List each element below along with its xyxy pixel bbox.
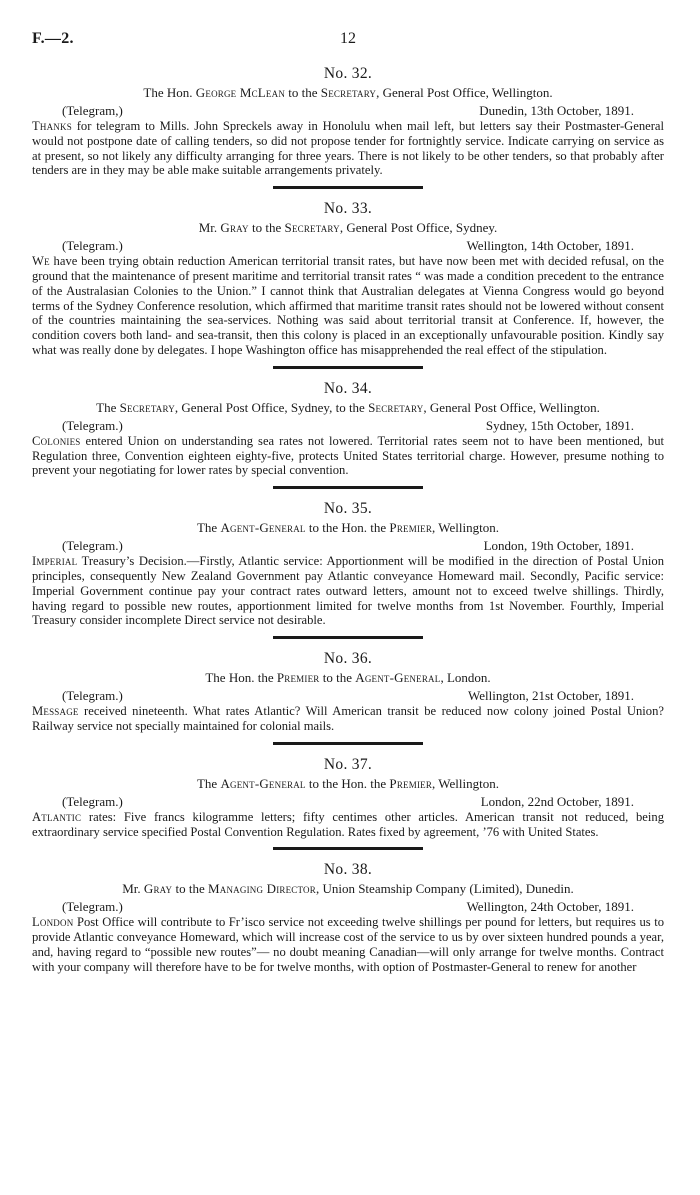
- section-divider: [273, 636, 423, 639]
- entry-number: No. 36.: [323, 650, 373, 668]
- heading-recipient: Secretary: [368, 399, 424, 415]
- place-date: Dunedin, 13th October, 1891.: [479, 103, 634, 118]
- telegram-entry: [32, 649, 664, 734]
- page-number: 12: [340, 30, 356, 47]
- message-type: (Telegram.): [62, 793, 123, 809]
- telegram-entry: [32, 64, 664, 178]
- message-type: (Telegram.): [62, 688, 123, 704]
- lead-word: Atlantic: [32, 809, 82, 824]
- entry-number: No. 32.: [323, 65, 373, 82]
- telegram-entry: [32, 499, 664, 628]
- heading-text: to the: [172, 881, 209, 897]
- entry-meta: [32, 794, 664, 810]
- section-divider: [273, 742, 423, 745]
- entry-meta: [32, 899, 664, 915]
- message-type: (Telegram.): [62, 417, 123, 433]
- telegram-entry: [32, 755, 664, 840]
- message-type: (Telegram.): [62, 538, 123, 554]
- body-text: rates: Five francs kilogramme letters; fifty centimes other articles. American transit not reduced, being extraordinary service specified Postal Convention Regulation. Rates fixed by agreement, ’76 with United States.: [32, 809, 664, 839]
- heading-text: , Wellington.: [432, 775, 500, 791]
- telegram-entry: [32, 860, 664, 974]
- body-text: Post Office will contribute to Fr’isco service not exceeding twelve shillings per pound for letters, but requires us to provide Atlantic conveyance Homeward, which will increase cost of the service to us by over sixteen hundred pounds a year, and, having regard to “possible new routes”— no doubt meaning Canadian—will only arrange for twelve months. Contract with your company will therefore have to be for twelve months, with option of Postmaster-General to renew for another: [32, 915, 664, 974]
- entry-meta: [32, 538, 664, 554]
- heading-text: The Hon. the: [205, 670, 277, 686]
- entry-meta: [32, 238, 664, 254]
- section-divider: [273, 366, 423, 369]
- entry-meta: [32, 688, 664, 704]
- section-divider: [273, 847, 423, 850]
- lead-word: Message: [32, 704, 79, 719]
- entry-heading: [32, 220, 664, 236]
- entry-heading: [32, 881, 664, 897]
- heading-text: to the: [248, 220, 285, 236]
- entry-heading: [32, 85, 664, 101]
- entry-number: No. 35.: [323, 500, 373, 518]
- entry-number: No. 37.: [323, 755, 373, 773]
- heading-text: , Wellington.: [432, 520, 500, 536]
- lead-word: Imperial: [32, 554, 78, 569]
- heading-sender: George McLean: [195, 85, 286, 100]
- entry-body: [32, 434, 664, 478]
- telegram-entry: [32, 199, 664, 358]
- heading-text: , General Post Office, Sydney, to the: [174, 399, 369, 415]
- body-text: Treasury’s Decision.—Firstly, Atlantic service: Apportionment will be modified in the direction of Postal Union principles, consequently New Zealand Government pay Atlantic conveyance Homeward mail. Secondly, Pacific service: Imperial Government continue pay your contract rates outward letters, amount not to exceed twelve shillings. Thirdly, having regard to possible new routes, apportionment limited for twelve months from 1st November. Fourthly, Imperial Treasury consider incomplete Direct service not desirable.: [32, 554, 664, 628]
- heading-recipient: Secretary: [284, 220, 340, 236]
- entry-heading: [32, 520, 664, 536]
- message-type: (Telegram.): [62, 238, 123, 254]
- body-text: entered Union on understanding sea rates not lowered. Territorial rates seem not to have been mentioned, but Regulation three, Convention eighteen eighty-five, protects United States territorial charge. However, presume nothing to prevent your negotiating for lower rates by special convention.: [32, 433, 664, 478]
- heading-text: The: [96, 399, 120, 415]
- section-divider: [273, 486, 423, 489]
- heading-text: The Hon.: [143, 85, 196, 100]
- lead-word: We: [32, 254, 50, 269]
- place-date: Sydney, 15th October, 1891.: [485, 417, 634, 433]
- heading-text: to the: [319, 670, 356, 686]
- heading-sender: Gray: [220, 220, 249, 236]
- heading-sender: Agent-General: [220, 775, 306, 791]
- body-text: for telegram to Mills. John Spreckels away in Honolulu when mail left, but letters say their Postmaster-General would not postpone date of calling tenders, so did not propose tender for fortnightly service. Indicate carrying on service as at present, so not likely any difficulty arranging for three years. There is not likely to be other tenders, so that probably after tenders are in they may be able make suitable arrangements privately.: [32, 119, 664, 178]
- heading-recipient: Premier: [389, 775, 433, 791]
- entry-body: [32, 254, 664, 358]
- heading-recipient: Premier: [389, 520, 433, 536]
- heading-text: , General Post Office, Wellington.: [376, 85, 553, 100]
- entry-meta: [32, 103, 664, 119]
- heading-text: to the: [285, 85, 321, 100]
- place-date: Wellington, 21st October, 1891.: [468, 688, 634, 704]
- page-header: [32, 30, 664, 54]
- place-date: London, 19th October, 1891.: [483, 538, 634, 554]
- body-text: have been trying obtain reduction American territorial transit rates, but have now been met with decided refusal, on the ground that the maintenance of present maritime and territorial transit rates “ was made a condition precedent to the entrance of the Australasian Colonies to the Union.” I cannot think that Australian delegates at Vienna Congress would go beyond terms of the Sydney Conference resolution, which affirmed that maritime transit rates should not be lowered without consent of the countries maintaining the sea-services. Nothing was said about territorial transit at Conference. If, however, the condition covers both land- and sea-transit, then this colony is placed in an exceptionally unfavourable position. Kindly say what was really done by delegates. I hope Washington office has misapprehended the real effect of the stipulation.: [32, 254, 664, 357]
- body-text: received nineteenth. What rates Atlantic? Will American transit be reduced now colony joined Postal Union? Railway service not specially maintained for colonial mails.: [32, 704, 664, 733]
- heading-text: Mr.: [122, 881, 144, 897]
- entry-body: [32, 915, 664, 974]
- message-type: (Telegram.): [62, 899, 123, 915]
- lead-word: London: [32, 915, 74, 930]
- entry-heading: [32, 776, 664, 792]
- place-date: Wellington, 24th October, 1891.: [466, 899, 634, 915]
- message-type: (Telegram,): [62, 103, 123, 118]
- entry-meta: [32, 418, 664, 434]
- heading-sender: Premier: [276, 670, 320, 686]
- entry-number: No. 33.: [323, 200, 373, 218]
- heading-sender: Agent-General: [220, 520, 306, 536]
- heading-text: to the Hon. the: [305, 775, 390, 791]
- heading-text: , General Post Office, Wellington.: [423, 399, 600, 415]
- heading-text: Mr.: [198, 220, 221, 236]
- heading-text: The: [196, 775, 221, 791]
- heading-recipient: Managing Director: [208, 881, 316, 897]
- entry-body: [32, 119, 664, 178]
- entry-number: No. 38.: [323, 861, 373, 879]
- section-divider: [273, 186, 423, 189]
- document-reference: F.—2.: [32, 30, 74, 47]
- heading-text: , London.: [440, 670, 491, 686]
- heading-sender: Secretary: [119, 399, 175, 415]
- entry-number: No. 34.: [323, 379, 373, 397]
- place-date: Wellington, 14th October, 1891.: [466, 238, 634, 254]
- entry-heading: [32, 400, 664, 416]
- entry-body: [32, 704, 664, 734]
- entry-body: [32, 554, 664, 628]
- heading-sender: Gray: [143, 881, 173, 897]
- heading-text: to the Hon. the: [305, 520, 390, 536]
- telegram-entry: [32, 379, 664, 478]
- document-page: [32, 30, 664, 975]
- lead-word: Thanks: [32, 119, 72, 133]
- heading-recipient: Secretary: [320, 85, 377, 100]
- lead-word: Colonies: [32, 433, 81, 448]
- heading-text: , General Post Office, Sydney.: [339, 220, 498, 236]
- entry-heading: [32, 670, 664, 686]
- place-date: London, 22nd October, 1891.: [480, 793, 634, 809]
- heading-text: The: [196, 520, 221, 536]
- heading-recipient: Agent-General: [355, 670, 441, 686]
- heading-text: , Union Steamship Company (Limited), Dunedin.: [315, 881, 574, 897]
- entry-body: [32, 810, 664, 840]
